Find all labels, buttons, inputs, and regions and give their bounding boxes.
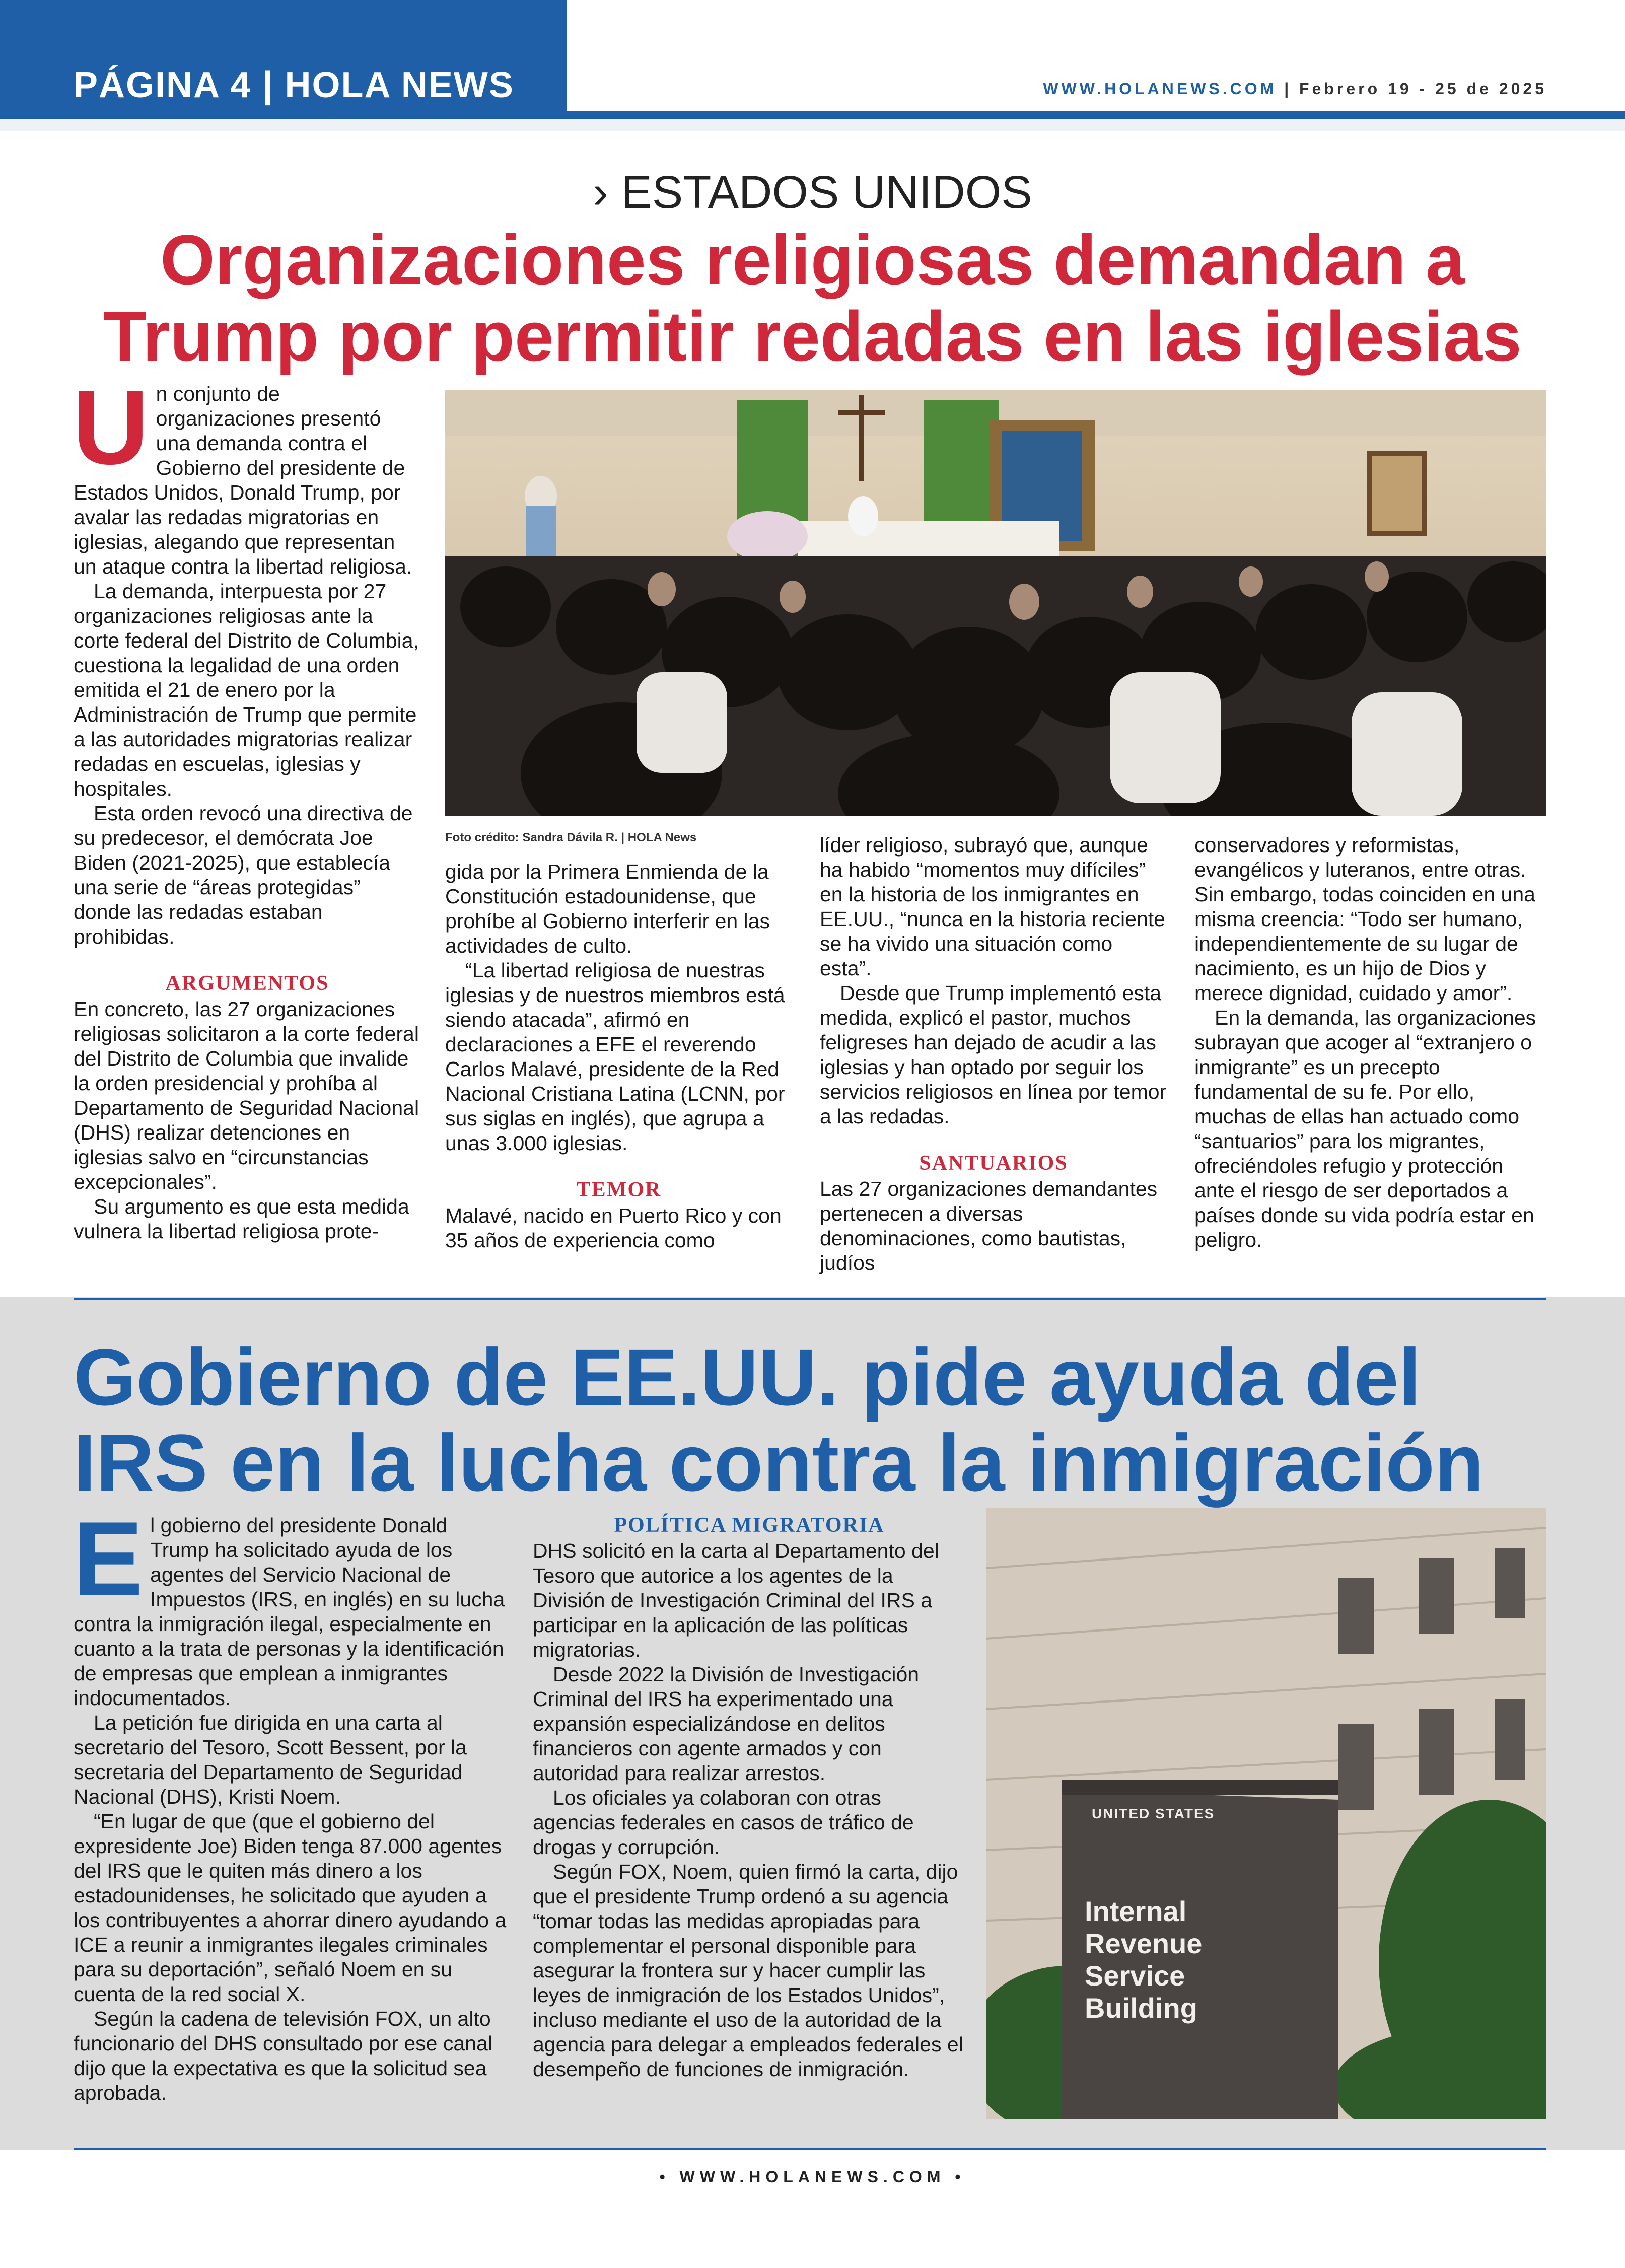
- paragraph: l gobierno del presidente Donald Trump ha solicitado ayuda de los agentes del Servicio Nacional de Impuestos (IRS, en inglés) en su lucha contra la inmigración ilegal, especialmente en cuanto a la trata de personas y la identificación de empresas que emplean a inmigrantes indocumentados.: [74, 1514, 505, 1710]
- page-header-tab: [0, 0, 567, 119]
- paragraph: gida por la Primera Enmienda de la Constitución estadounidense, que prohíbe al Gobierno interferir en las actividades de culto.: [445, 860, 770, 957]
- paragraph: Las 27 organizaciones demandantes pertenecen a diversas denominaciones, como bautistas, judíos: [820, 1177, 1158, 1274]
- drop-cap: E: [73, 1500, 144, 1618]
- header-separator: |: [1277, 80, 1300, 98]
- section-divider: [74, 1298, 1546, 1300]
- paragraph: Esta orden revocó una directiva de su predecesor, el demócrata Joe Biden (2021-2025), que establecía una serie de “áreas protegidas” donde las redadas estaban prohibidas.: [74, 802, 413, 948]
- paragraph: Los oficiales ya colaboran con otras agencias federales en casos de tráfico de drogas y corrupción.: [533, 1786, 914, 1859]
- header-rule: [567, 111, 1625, 119]
- header-meta: [1043, 80, 1547, 98]
- paragraph: “En lugar de que (que el gobierno del expresidente Joe) Biden tenga 87.000 agentes del IRS que le quiten más dinero a los estadounidenses, he solicitado que ayuden a los contribuyentes a ahorrar dinero ayudando a ICE a reunir a inmigrantes ilegales criminales para su deportación”, señaló Noem en su cuenta de la red social X.: [74, 1810, 507, 2006]
- church-mass-photo: [445, 390, 1546, 816]
- header-band: [0, 119, 1625, 131]
- paragraph: Desde que Trump implementó esta medida, explicó el pastor, muchos feligreses han dejado de acudir a las iglesias y han optado por seguir los servicios religiosos en línea por temor a las redadas.: [820, 981, 1167, 1128]
- article1-column-2: [445, 860, 793, 1253]
- paragraph: La petición fue dirigida en una carta al secretario del Tesoro, Scott Bessent, por la secretaria del Departamento de Seguridad Nacional (DHS), Kristi Noem.: [74, 1711, 467, 1808]
- header-date: Febrero 19 - 25 de 2025: [1299, 80, 1547, 98]
- page-label: PÁGINA 4 | HOLA NEWS: [74, 65, 514, 105]
- paragraph: Desde 2022 la División de Investigación Criminal del IRS ha experimentado una expansión especializándose en delitos financieros con agente armados y con autoridad para realizar arrestos.: [533, 1663, 920, 1785]
- section-kicker: [0, 166, 1625, 219]
- footer: [0, 2168, 1625, 2186]
- paragraph: “La libertad religiosa de nuestras iglesias y de nuestros miembros está siendo atacada”, afirmó en declaraciones a EFE el reverendo Carlos Malavé, presidente de la Red Nacional Cristiana Latina (LCNN, por sus siglas en inglés), que agrupa a unas 3.000 iglesias.: [445, 959, 785, 1155]
- header-website-link[interactable]: WWW.HOLANEWS.COM: [1043, 80, 1277, 98]
- irs-sign-line2: Revenue: [1085, 1928, 1203, 1959]
- subhead-politica-migratoria: POLÍTICA MIGRATORIA: [614, 1514, 885, 1537]
- subhead-santuarios: SANTUARIOS: [919, 1152, 1068, 1175]
- paragraph: conservadores y reformistas, evangélicos y luteranos, entre otras. Sin embargo, todas coinciden en una misma creencia: “Todo ser humano, independientemente de su lugar de nacimiento, es un hijo de Dios y merece dignidad, cuidado y amor”.: [1194, 833, 1535, 1005]
- article1-headline: [50, 222, 1575, 375]
- irs-sign-line1: Internal: [1085, 1895, 1187, 1927]
- article1-column-3: [820, 833, 1167, 1275]
- paragraph: La demanda, interpuesta por 27 organizaciones religiosas ante la corte federal del Distrito de Columbia, cuestiona la legalidad de una orden emitida el 21 de enero por la Administración de Trump que permite a las autoridades migratorias realizar redadas en escuelas, iglesias y hospitales.: [74, 580, 419, 800]
- paragraph: En la demanda, las organizaciones subrayan que acoger al “extranjero o inmigrante” es un precepto fundamental de su fe. Por ello, muchas de ellas han actuado como “santuarios” para los migrantes, ofreciéndoles refugio y protección ante el riesgo de ser deportados a países donde su vida podría estar en peligro.: [1194, 1006, 1536, 1251]
- footer-website-link[interactable]: • WWW.HOLANEWS.COM •: [659, 2168, 966, 2186]
- subhead-temor: TEMOR: [576, 1178, 662, 1201]
- irs-sign-line4: Building: [1085, 1992, 1197, 2024]
- photo-caption: Foto crédito: Sandra Dávila R. | HOLA News: [445, 831, 697, 844]
- paragraph: Malavé, nacido en Puerto Rico y con 35 años de experiencia como: [445, 1204, 782, 1252]
- article1-headline-line1: Organizaciones religiosas demandan a: [160, 220, 1465, 299]
- drop-cap: U: [73, 368, 149, 486]
- irs-building-illustration: [986, 1508, 1546, 2119]
- article2-headline-line2: IRS en la lucha contra la inmigración: [74, 1418, 1484, 1508]
- article2-column-2: [533, 1513, 966, 2082]
- irs-sign-line3: Service: [1085, 1960, 1185, 1992]
- paragraph: Según la cadena de televisión FOX, un alto funcionario del DHS consultado por ese canal dijo que la expectativa es que la solicitud sea aprobada.: [74, 2007, 492, 2104]
- article2-headline-line1: Gobierno de EE.UU. pide ayuda del: [74, 1332, 1422, 1422]
- paragraph: líder religioso, subrayó que, aunque ha habido “momentos muy difíciles” en la historia de los inmigrantes en EE.UU., “nunca en la historia reciente se ha vivido una situación como esta”.: [820, 833, 1165, 980]
- paragraph: DHS solicitó en la carta al Departamento del Tesoro que autorice a los agentes de la División de Investigación Criminal del IRS a participar en la aplicación de las políticas migratorias.: [533, 1539, 939, 1661]
- article2-headline: [74, 1334, 1574, 1506]
- article2-column-1: [73, 1500, 507, 2105]
- section-kicker-text: › ESTADOS UNIDOS: [593, 167, 1032, 218]
- article1-headline-line2: Trump por permitir redadas en las iglesias: [103, 297, 1522, 376]
- paragraph: Su argumento es que esta medida vulnera la libertad religiosa prote-: [74, 1195, 409, 1243]
- paragraph: Según FOX, Noem, quien firmó la carta, dijo que el presidente Trump ordenó a su agencia “tomar todas las medidas apropiadas para complementar el personal disponible para asegurar la frontera sur y hacer cumplir las leyes de inmigración de los Estados Unidos”, incluso mediante el uso de la autoridad de la agencia para delegar a empleados federales el desempeño de funciones de inmigración.: [533, 1860, 963, 2081]
- paragraph: En concreto, las 27 organizaciones religiosas solicitaron a la corte federal del Distrito de Columbia que invalide la orden presidencial y prohíba al Departamento de Seguridad Nacional (DHS) realizar detenciones en iglesias salvo en “circunstancias excepcionales”.: [74, 998, 419, 1193]
- subhead-argumentos: ARGUMENTOS: [165, 972, 329, 995]
- irs-sign-text: [1085, 1895, 1202, 2024]
- article1-column-1: [73, 368, 421, 1244]
- church-mass-illustration: [445, 390, 1546, 816]
- paragraph: n conjunto de organizaciones presentó una demanda contra el Gobierno del presidente de Estados Unidos, Donald Trump, por avalar las redadas migratorias en iglesias, alegando que representan un ataque contra la libertad religiosa.: [74, 382, 412, 578]
- irs-building-photo: [986, 1508, 1546, 2119]
- irs-sign-top: UNITED STATES: [1092, 1806, 1215, 1821]
- article1-column-4: [1194, 833, 1547, 1252]
- footer-rule: [74, 2148, 1546, 2150]
